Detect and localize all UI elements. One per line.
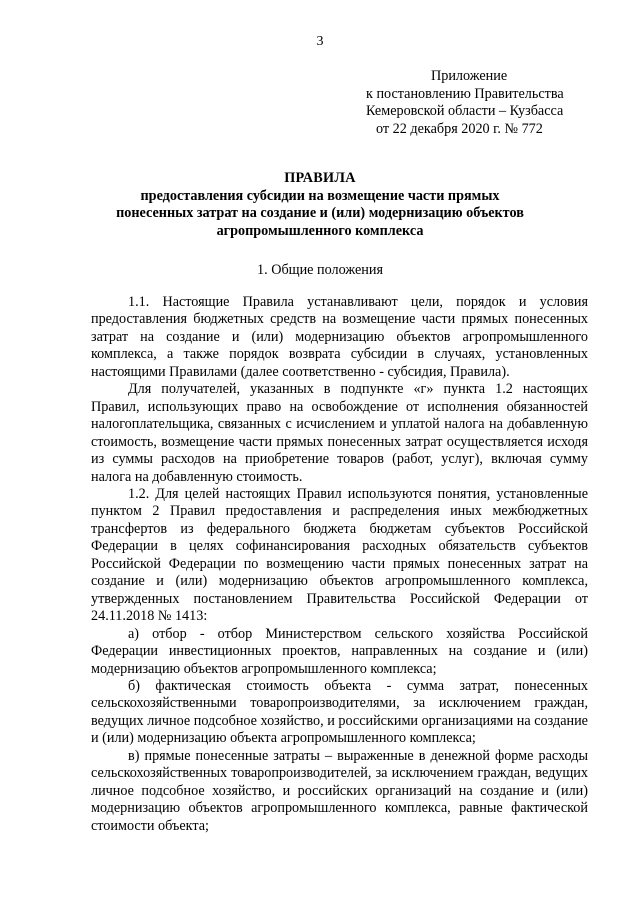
appendix-line-4: от 22 декабря 2020 г. № 772	[376, 120, 543, 137]
paragraph-item-a: а) отбор - отбор Министерством сельского хозяйства Российской Федерации инвестиционных проектов, направленных на создание и (или) модернизацию объектов агропромышленного комплекса;	[91, 625, 588, 677]
appendix-line-2: к постановлению Правительства	[366, 85, 564, 102]
title-sub-line-1: предоставления субсидии на возмещение части прямых	[140, 187, 500, 204]
appendix-block	[0, 68, 640, 138]
paragraph-item-c: в) прямые понесенные затраты – выраженные в денежной форме расходы сельскохозяйственных товаропроизводителей, за исключением граждан, ведущих личное подсобное хозяйство, и российских организаций на создание и (или) модернизацию объектов агропромышленного комплекса, равные фактической стоимости объекта;	[91, 747, 588, 834]
paragraph-item-b: б) фактическая стоимость объекта - сумма затрат, понесенных сельскохозяйственными товаропроизводителями, за исключением граждан, ведущих личное подсобное хозяйство, и российскими организациями на создание и (или) модернизацию объекта агропромышленного комплекса;	[91, 677, 588, 747]
title-sub-line-3: агропромышленного комплекса	[216, 222, 424, 239]
page-number: 3	[316, 34, 324, 49]
paragraph-vat-note: Для получателей, указанных в подпункте «г» пункта 1.2 настоящих Правил, использующих право на освобождение от исполнения обязанностей налогоплательщика, связанных с исчислением и уплатой налога на добавленную стоимость, возмещение части прямых понесенных затрат осуществляется исходя из суммы расходов на приобретение товаров (работ, услуг), включая сумму налога на добавленную стоимость.	[91, 381, 588, 485]
paragraph-1-2: 1.2. Для целей настоящих Правил используются понятия, установленные пунктом 2 Правил предоставления и распределения иных межбюджетных трансфертов из федерального бюджета бюджетам субъектов Российской Федерации в целях софинансирования расходных обязательств субъектов Российской Федерации по возмещению части прямых понесенных затрат на создание и (или) модернизацию объектов агропромышленного комплекса, утвержденных постановлением Правительства Российской Федерации от 24.11.2018 № 1413:	[91, 485, 588, 625]
document-title	[0, 170, 640, 240]
appendix-line-3: Кемеровской области – Кузбасса	[366, 103, 564, 119]
paragraph-1-1: 1.1. Настоящие Правила устанавливают цели, порядок и условия предоставления бюджетных средств на возмещение части прямых понесенных затрат на создание и (или) модернизацию объектов агропромышленного комплекса, а также порядок возврата субсидии в случаях, установленных настоящими Правилами (далее соответственно - субсидия, Правила).	[91, 294, 588, 380]
title-sub-line-2: понесенных затрат на создание и (или) модернизацию объектов	[116, 205, 524, 221]
appendix-line-1: Приложение	[431, 68, 508, 84]
section-heading: 1. Общие положения	[257, 262, 383, 278]
title-main: ПРАВИЛА	[284, 170, 356, 186]
document-body	[91, 294, 588, 835]
